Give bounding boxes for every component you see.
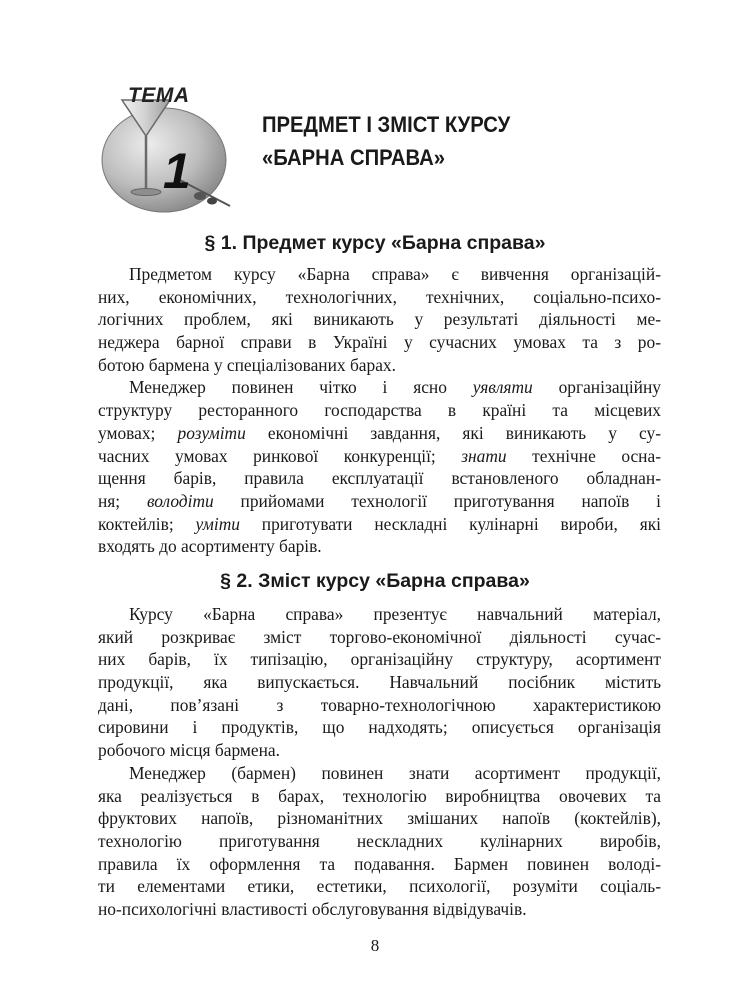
section-2-heading: § 2. Зміст курсу «Барна справа»: [220, 570, 530, 592]
text-line: продукції, яка випускається. Навчальний посібник містить: [98, 672, 661, 693]
emphasis: знати: [461, 445, 507, 466]
text-line: ботою бармена у спеціалізованих барах.: [98, 354, 396, 375]
text-line: щення барів, правила експлуатації встановленого обладнан-: [98, 468, 661, 489]
topic-title-line: «БАРНА СПРАВА»: [262, 145, 445, 170]
text-line: правила їх оформлення та подавання. Бармен повинен володі-: [98, 853, 661, 874]
text-line: який розкриває зміст торгово-економічної діяльності сучас-: [98, 626, 661, 647]
text-line: умовах; розуміти економічні завдання, які виникають у су-: [98, 422, 661, 443]
text-line: дані, пов’язані з товарно-технологічною характеристикою: [98, 694, 661, 715]
page-number: 8: [370, 936, 380, 955]
paragraph: [98, 603, 661, 762]
paragraph: [98, 376, 661, 558]
text-line: яка реалізується в барах, технологію виробництва овочевих та: [98, 785, 661, 806]
text-line: них барів, їх типізацію, організаційну структуру, асортимент: [98, 649, 661, 670]
topic-title: [262, 108, 630, 174]
text-line: ти елементами етики, естетики, психології, розуміти соціаль-: [98, 876, 661, 897]
text-line: неджера барної справи в Україні у сучасних умовах та з ро-: [98, 332, 661, 353]
text-line: часних умовах ринкової конкуренції; знати технічне осна-: [98, 445, 661, 466]
topic-number: 1: [163, 143, 191, 199]
paragraph: [98, 762, 661, 921]
section-1-heading: § 1. Предмет курсу «Барна справа»: [204, 232, 546, 254]
text-line: Менеджер повинен чітко і ясно уявляти організаційну: [129, 377, 661, 398]
emphasis: володіти: [146, 490, 214, 511]
paragraph: [98, 263, 661, 376]
text-line: сировини і продуктів, що надходять; описується організація: [98, 717, 661, 738]
emphasis: уміти: [195, 513, 240, 534]
emphasis: розуміти: [177, 422, 246, 443]
text-line: входять до асортименту барів.: [98, 536, 322, 557]
text-line: структуру ресторанного господарства в країні та місцевих: [98, 400, 661, 421]
text-line: фруктових напоїв, різноманітних змішаних напоїв (коктейлів),: [98, 808, 661, 829]
text-line: логічних проблем, які виникають у результаті діяльності ме-: [98, 309, 661, 330]
section-1-body: [98, 263, 661, 558]
text-line: Предметом курсу «Барна справа» є вивчення організацій-: [129, 264, 661, 284]
text-line: ня; володіти прийомами технології приготування напоїв і: [98, 490, 661, 511]
text-line: робочого місця бармена.: [98, 740, 280, 761]
text-line: технологію приготування нескладних кулінарних виробів,: [98, 830, 661, 851]
topic-label: ТЕМА: [128, 84, 190, 107]
text-line: них, економічних, технологічних, технічних, соціально-психо-: [98, 286, 661, 307]
text-line: но-психологічні властивості обслуговування відвідувачів.: [98, 898, 527, 919]
text-line: Менеджер (бармен) повинен знати асортимент продукції,: [129, 762, 661, 783]
emphasis: уявляти: [472, 377, 533, 398]
text-line: коктейлів; уміти приготувати нескладні кулінарні вироби, які: [98, 513, 661, 534]
text-line: Курсу «Барна справа» презентує навчальний матеріал,: [129, 604, 661, 624]
topic-title-line: ПРЕДМЕТ І ЗМІСТ КУРСУ: [262, 112, 511, 137]
section-2-body: [98, 603, 661, 921]
